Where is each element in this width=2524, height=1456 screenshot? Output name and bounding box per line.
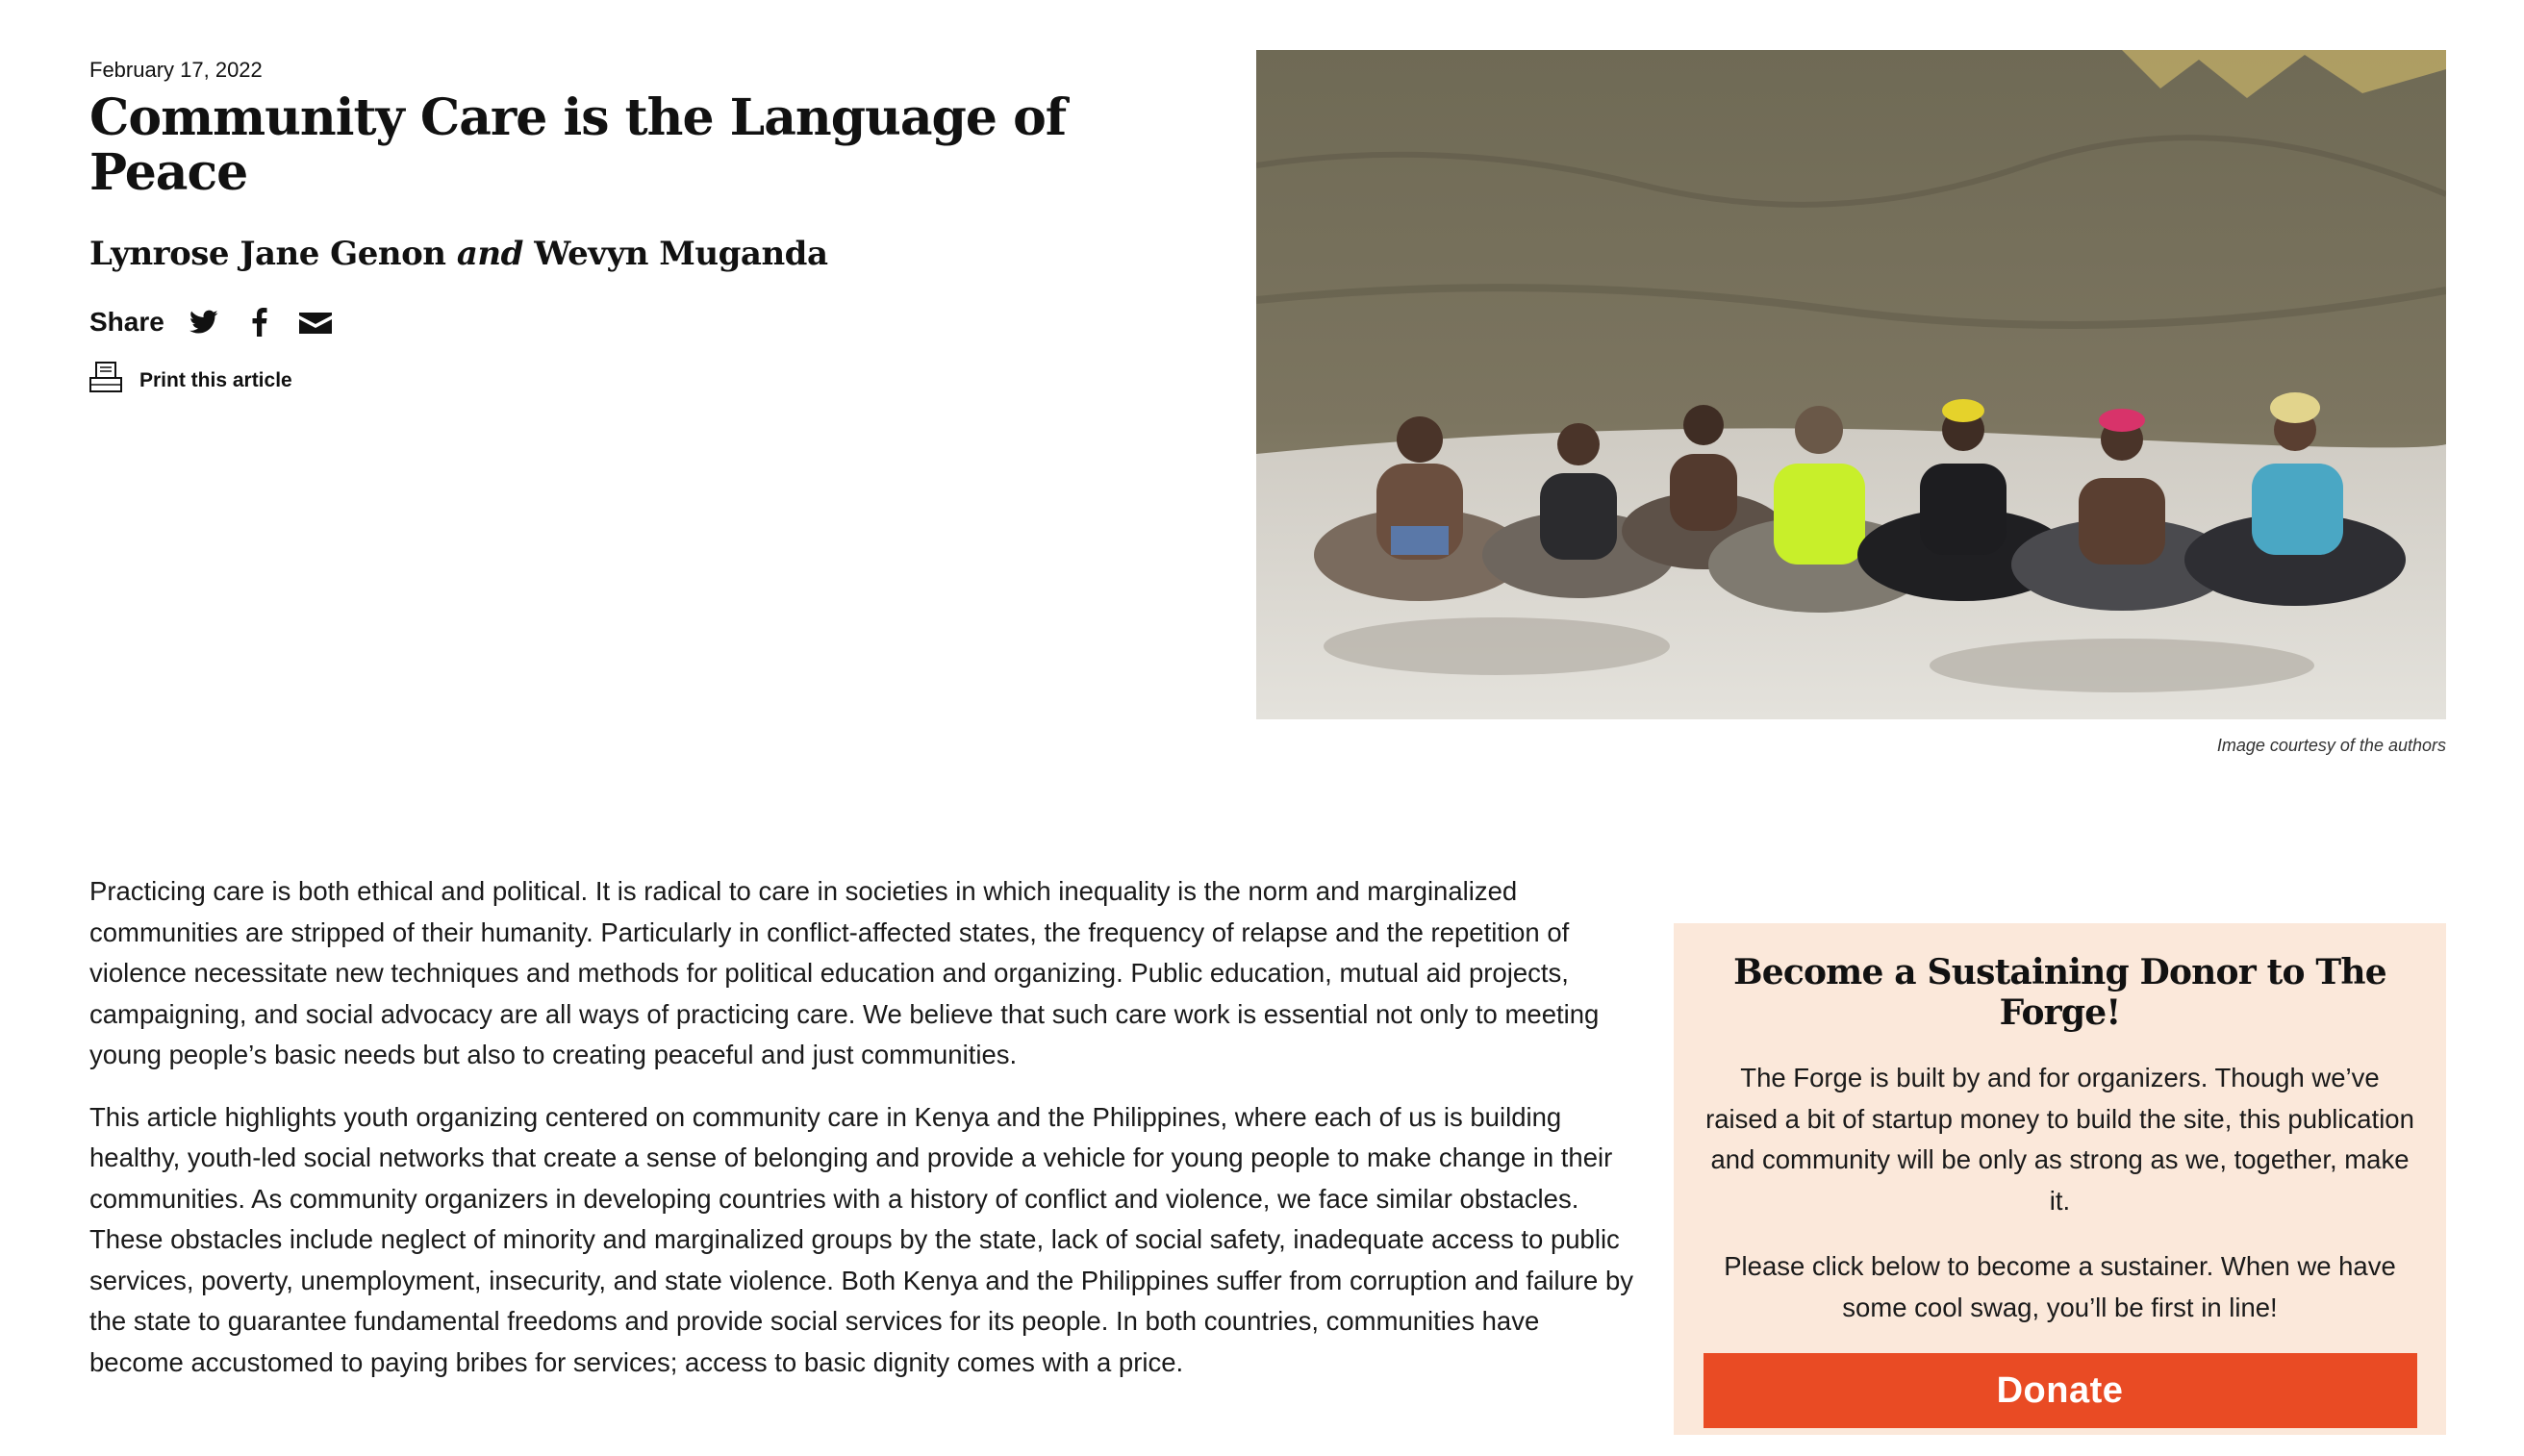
donor-title: Become a Sustaining Donor to The Forge! — [1733, 952, 2386, 1033]
article-date: February 17, 2022 — [89, 58, 263, 82]
article-paragraph: This article highlights youth organizing centered on community care in Kenya and the Philippines, where each of us is building healthy, youth-led social networks that create a sense of belonging and provide a vehicle for young people to make change in their communities. As community organizers in developing countries with a history of conflict and violence, we face similar obstacles. These obstacles include neglect of minority and marginalized groups by the state, lack of social safety, inadequate access to public services, poverty, unemployment, insecurity, and state violence. Both Kenya and the Philippines suffer from corruption and failure by the state to guarantee fundamental freedoms and provide social services for its people. In both countries, communities have become accustomed to paying bribes for services; access to basic dignity comes with a price. — [89, 1101, 1634, 1377]
facebook-icon[interactable] — [243, 306, 276, 339]
print-label: Print this article — [139, 368, 292, 391]
author-link[interactable]: Wevyn Muganda — [534, 235, 828, 274]
article-title: Community Care is the Language of Peace — [89, 88, 1067, 203]
donor-body: Please click below to become a sustainer. When we have some cool swag, you’ll be first in line! — [1724, 1251, 2396, 1322]
share-label: Share — [89, 307, 164, 338]
article-authors — [89, 235, 1196, 273]
email-icon[interactable] — [299, 306, 332, 339]
donor-callout — [1674, 923, 2446, 1435]
article-paragraph: Practicing care is both ethical and political. It is radical to care in societies in which inequality is the norm and marginalized communities are stripped of their humanity. Particularly in conflict-affected states, the frequency of relapse and the repetition of violence necessitate new techniques and methods for political education and organizing. Public education, mutual aid projects, campaigning, and social advocacy are all ways of practicing care. We believe that such care work is essential not only to meeting young people’s basic needs but also to creating peaceful and just communities. — [89, 876, 1600, 1069]
donate-button[interactable]: Donate — [1704, 1353, 2417, 1428]
author-link[interactable]: Lynrose Jane Genon — [89, 235, 446, 274]
donor-body: The Forge is built by and for organizers. Though we’ve raised a bit of startup money to build the site, this publication and community will be only as strong as we, together, make it. — [1705, 1063, 2414, 1216]
twitter-icon[interactable] — [188, 306, 220, 339]
article-body — [89, 871, 1638, 1404]
share-bar — [89, 306, 1196, 339]
print-article-link[interactable] — [89, 362, 1196, 399]
hero-photo — [1256, 50, 2446, 719]
image-caption: Image courtesy of the authors — [2216, 736, 2446, 755]
author-joiner: and — [456, 235, 523, 274]
hero-photo-illustration — [1256, 50, 2446, 719]
printer-icon — [89, 362, 122, 399]
article-header — [89, 58, 1196, 399]
